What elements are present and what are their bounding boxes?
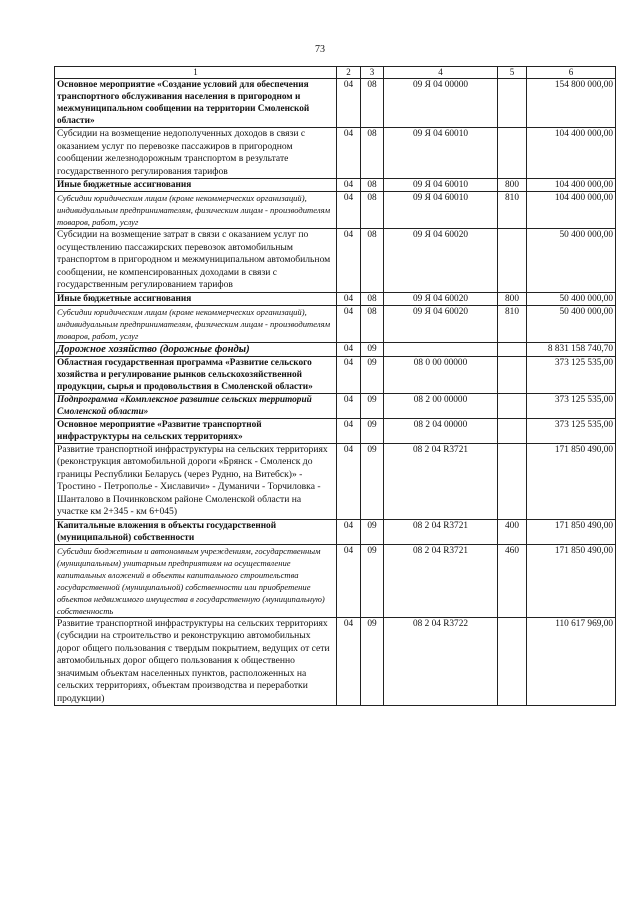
row-name-cell: Субсидии на возмещение недополученных доходов в связи с оказанием услуг по перевозке пассажиров в пригородном сообщении железнодорожным транспортом в результате государственного регулирования тарифов [55,128,337,179]
row-expense-type-cell: 800 [498,292,527,305]
header-cell: 5 [498,67,527,79]
row-section-code-cell: 04 [337,79,361,128]
table-row [55,342,616,356]
row-target-article-cell: 09 Я 04 60010 [384,179,498,192]
row-target-article-cell: 08 0 00 00000 [384,356,498,393]
row-target-article-cell: 09 Я 04 60010 [384,192,498,229]
page-number: 73 [315,44,325,55]
row-section-code-cell: 04 [337,544,361,617]
row-subsection-code-cell: 09 [361,393,384,418]
row-section-code-cell: 04 [337,356,361,393]
table-row [55,229,616,293]
row-expense-type-cell: 400 [498,519,527,544]
row-amount-cell: 110 617 969,00 [527,617,616,706]
table-row [55,519,616,544]
row-subsection-code-cell: 09 [361,356,384,393]
row-target-article-cell: 09 Я 04 60020 [384,292,498,305]
row-target-article-cell: 08 2 04 R3721 [384,443,498,519]
row-target-article-cell: 08 2 04 00000 [384,418,498,443]
row-amount-cell: 171 850 490,00 [527,443,616,519]
row-expense-type-cell [498,128,527,179]
table-row [55,356,616,393]
row-section-code-cell: 04 [337,292,361,305]
row-name-cell: Развитие транспортной инфраструктуры на сельских территориях (субсидии на строительство и реконструкцию автомобильных дорог общего пользования с твердым покрытием, ведущих от сети автомобильных дорог общего пользования к общественно значимым объектам населенных пунктов, расположенных на сельских территориях, объектам производства и переработки продукции) [55,617,337,706]
row-section-code-cell: 04 [337,179,361,192]
row-name-cell: Капитальные вложения в объекты государственной (муниципальной) собственности [55,519,337,544]
row-amount-cell: 154 800 000,00 [527,79,616,128]
row-subsection-code-cell: 08 [361,229,384,293]
row-expense-type-cell: 800 [498,179,527,192]
row-section-code-cell: 04 [337,342,361,356]
row-subsection-code-cell: 08 [361,179,384,192]
row-subsection-code-cell: 09 [361,418,384,443]
budget-table [54,66,616,706]
row-expense-type-cell: 810 [498,305,527,342]
row-section-code-cell: 04 [337,418,361,443]
row-amount-cell: 373 125 535,00 [527,393,616,418]
table-row [55,79,616,128]
row-section-code-cell: 04 [337,305,361,342]
row-target-article-cell: 08 2 04 R3722 [384,617,498,706]
header-cell: 1 [55,67,337,79]
table-row [55,128,616,179]
row-name-cell: Основное мероприятие «Развитие транспортной инфраструктуры на сельских территориях» [55,418,337,443]
row-expense-type-cell [498,356,527,393]
row-section-code-cell: 04 [337,393,361,418]
row-subsection-code-cell: 08 [361,305,384,342]
row-name-cell: Подпрограмма «Комплексное развитие сельских территорий Смоленской области» [55,393,337,418]
row-name-cell: Субсидии юридическим лицам (кроме некоммерческих организаций), индивидуальным предпринимателям, физическим лицам - производителям товаров, работ, услуг [55,305,337,342]
row-subsection-code-cell: 08 [361,192,384,229]
table-row [55,443,616,519]
row-section-code-cell: 04 [337,229,361,293]
row-target-article-cell: 08 2 04 R3721 [384,519,498,544]
row-target-article-cell: 09 Я 04 00000 [384,79,498,128]
header-cell: 4 [384,67,498,79]
row-section-code-cell: 04 [337,443,361,519]
row-section-code-cell: 04 [337,617,361,706]
row-target-article-cell: 09 Я 04 60010 [384,128,498,179]
row-subsection-code-cell: 09 [361,519,384,544]
row-subsection-code-cell: 08 [361,292,384,305]
row-amount-cell: 373 125 535,00 [527,418,616,443]
row-expense-type-cell [498,342,527,356]
row-target-article-cell: 08 2 04 R3721 [384,544,498,617]
row-section-code-cell: 04 [337,128,361,179]
row-amount-cell: 8 831 158 740,70 [527,342,616,356]
row-name-cell: Субсидии на возмещение затрат в связи с оказанием услуг по осуществлению пассажирских перевозок автомобильным транспортом в пригородном и межмуниципальном автомобильном сообщении, не компенсированных доходами в связи с государственным регулированием тарифов [55,229,337,293]
table-row [55,617,616,706]
row-target-article-cell: 08 2 00 00000 [384,393,498,418]
table-row [55,192,616,229]
row-subsection-code-cell: 09 [361,443,384,519]
row-name-cell: Иные бюджетные ассигнования [55,292,337,305]
row-subsection-code-cell: 09 [361,544,384,617]
row-name-cell: Дорожное хозяйство (дорожные фонды) [55,342,337,356]
row-amount-cell: 104 400 000,00 [527,179,616,192]
row-target-article-cell [384,342,498,356]
row-name-cell: Субсидии бюджетным и автономным учреждениям, государственным (муниципальным) унитарным предприятиям на осуществление капитальных вложений в объекты капитального строительства государственной (муниципальной) собственности или приобретение объектов недвижимого имущества в государственную (муниципальную) собственность [55,544,337,617]
row-amount-cell: 50 400 000,00 [527,292,616,305]
row-name-cell: Субсидии юридическим лицам (кроме некоммерческих организаций), индивидуальным предпринимателям, физическим лицам - производителям товаров, работ, услуг [55,192,337,229]
row-amount-cell: 104 400 000,00 [527,128,616,179]
row-amount-cell: 104 400 000,00 [527,192,616,229]
row-target-article-cell: 09 Я 04 60020 [384,305,498,342]
row-expense-type-cell [498,393,527,418]
header-cell: 3 [361,67,384,79]
row-expense-type-cell: 460 [498,544,527,617]
row-amount-cell: 50 400 000,00 [527,229,616,293]
row-amount-cell: 50 400 000,00 [527,305,616,342]
row-expense-type-cell [498,418,527,443]
row-expense-type-cell [498,617,527,706]
row-name-cell: Основное мероприятие «Создание условий для обеспечения транспортного обслуживания населения в пригородном и межмуниципальном сообщении на территории Смоленской области» [55,79,337,128]
row-subsection-code-cell: 09 [361,342,384,356]
table-row [55,393,616,418]
row-name-cell: Иные бюджетные ассигнования [55,179,337,192]
header-cell: 2 [337,67,361,79]
row-subsection-code-cell: 08 [361,128,384,179]
table-row [55,292,616,305]
row-expense-type-cell [498,443,527,519]
row-expense-type-cell [498,79,527,128]
table-row [55,544,616,617]
row-amount-cell: 171 850 490,00 [527,519,616,544]
header-row [55,67,616,79]
row-expense-type-cell [498,229,527,293]
header-cell: 6 [527,67,616,79]
row-subsection-code-cell: 09 [361,617,384,706]
row-amount-cell: 373 125 535,00 [527,356,616,393]
table-row [55,179,616,192]
row-amount-cell: 171 850 490,00 [527,544,616,617]
row-name-cell: Развитие транспортной инфраструктуры на сельских территориях (реконструкция автомобильной дороги «Брянск - Смоленск до границы Республики Беларусь (через Рудню, на Витебск)» - Тростино - Петрополье - Хиславичи» - Думаничи - Торчиловка - Шанталово в Починковском районе Смоленской области на участке км 2+345 - км 6+045) [55,443,337,519]
row-name-cell: Областная государственная программа «Развитие сельского хозяйства и регулирование рынков сельскохозяйственной продукции, сырья и продовольствия в Смоленской области» [55,356,337,393]
row-section-code-cell: 04 [337,519,361,544]
row-target-article-cell: 09 Я 04 60020 [384,229,498,293]
table-row [55,418,616,443]
row-section-code-cell: 04 [337,192,361,229]
row-subsection-code-cell: 08 [361,79,384,128]
table-row [55,305,616,342]
row-expense-type-cell: 810 [498,192,527,229]
